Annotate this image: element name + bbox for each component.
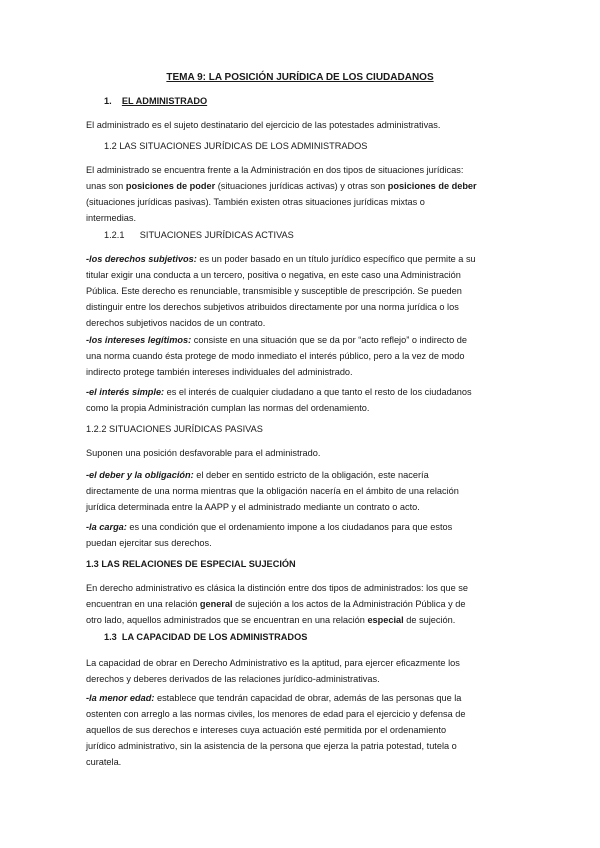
text-line: jurídico administrativo, sin la asistencia de la persona que ejerza la patria potestad, tutela o: [86, 741, 457, 751]
text-run: de sujeción a los actos de la Administración Pública y de: [232, 599, 466, 609]
bold-term: posiciones de poder: [125, 181, 216, 191]
text-run: consiste en una situación que se da por “acto reflejo” o indirecto de: [191, 335, 467, 345]
text-line: aquellos de sus derechos e intereses cuya actuación esté permitida por el ordenamiento: [86, 725, 447, 735]
paragraph-derechos-subjetivos: [86, 251, 516, 331]
italic-term: -la carga:: [86, 522, 127, 532]
paragraph-capacidad: [86, 655, 516, 687]
text-line: [86, 519, 516, 535]
page-title: TEMA 9: LA POSICIÓN JURÍDICA DE LOS CIUDADANOS: [166, 72, 434, 83]
text-line: (situaciones jurídicas pasivas). También existen otras situaciones jurídicas mixtas o: [86, 197, 425, 207]
text-line: titular exigir una conducta a un tercero, positiva o negativa, en este caso una Administración: [86, 270, 461, 280]
heading-situaciones-juridicas: 1.2 LAS SITUACIONES JURÍDICAS DE LOS ADMINISTRADOS: [104, 141, 368, 151]
bold-term: general: [199, 599, 233, 609]
text-line: [86, 467, 516, 483]
bold-term: especial: [367, 615, 404, 625]
paragraph-interes-simple: [86, 384, 516, 416]
paragraph-especial-sujecion: [86, 580, 516, 628]
text-run: es un poder basado en un título jurídico específico que permite a su: [196, 254, 476, 264]
paragraph-intereses-legitimos: [86, 332, 516, 380]
heading-number: 1.: [104, 96, 112, 106]
text-run: el deber en sentido estricto de la obligación, este nacería: [193, 470, 429, 480]
heading-text: LA CAPACIDAD DE LOS ADMINISTRADOS: [121, 632, 308, 642]
bold-term: posiciones de deber: [387, 181, 477, 191]
paragraph-pasivas: [86, 445, 516, 461]
heading-number: 1.3: [104, 632, 117, 642]
paragraph-deber-obligacion: [86, 467, 516, 515]
text-line: indirecto protege también intereses individuales del administrado.: [86, 367, 353, 377]
italic-term: -el interés simple:: [86, 387, 165, 397]
text-line: [86, 332, 516, 348]
text-line: El administrado se encuentra frente a la Administración en dos tipos de situaciones jurídicas:: [86, 165, 464, 175]
text-run: (situaciones jurídicas activas) y otras son: [215, 181, 388, 191]
paragraph-carga: [86, 519, 516, 551]
heading-text: EL ADMINISTRADO: [121, 96, 208, 106]
text-line: como la propia Administración cumplan las normas del ordenamiento.: [86, 403, 370, 413]
text-run: encuentran en una relación: [86, 599, 200, 609]
italic-term: -los derechos subjetivos:: [86, 254, 197, 264]
text-line: derechos subjetivos nacidos de un contrato.: [86, 318, 266, 328]
text-line: [86, 596, 516, 612]
paragraph-menor-edad: [86, 690, 516, 770]
text-line: Suponen una posición desfavorable para el administrado.: [86, 448, 321, 458]
text-run: es una condición que el ordenamiento impone a los ciudadanos para que estos: [126, 522, 453, 532]
heading-number: 1.2.1: [104, 230, 125, 240]
text-line: curatela.: [86, 757, 122, 767]
text-line: ostenten con arreglo a las normas civiles, los menores de edad para el ejercicio y defensa de: [86, 709, 466, 719]
italic-term: -el deber y la obligación:: [86, 470, 194, 480]
text-line: El administrado es el sujeto destinatario del ejercicio de las potestades administrativas.: [86, 120, 441, 130]
text-run: de sujeción.: [403, 615, 456, 625]
heading-capacidad: [104, 632, 307, 642]
text-line: una norma cuando ésta protege de modo inmediato el interés público, pero a la vez de modo: [86, 351, 465, 361]
text-line: [86, 612, 516, 628]
text-line: derechos y deberes derivados de las relaciones jurídico-administrativas.: [86, 674, 380, 684]
text-line: [86, 690, 516, 706]
text-run: establece que tendrán capacidad de obrar, además de las personas que la: [154, 693, 462, 703]
paragraph-administrado: [86, 117, 516, 133]
italic-term: -la menor edad:: [86, 693, 155, 703]
text-line: En derecho administrativo es clásica la distinción entre dos tipos de administrados: los que se: [86, 583, 468, 593]
heading-especial-sujecion: 1.3 LAS RELACIONES DE ESPECIAL SUJECIÓN: [86, 559, 296, 569]
text-line: intermedias.: [86, 213, 137, 223]
text-line: La capacidad de obrar en Derecho Administrativo es la aptitud, para ejercer eficazmente los: [86, 658, 460, 668]
text-run: unas son: [86, 181, 126, 191]
heading-text: SITUACIONES JURÍDICAS ACTIVAS: [139, 230, 294, 240]
text-line: jurídica determinada entre la AAPP y el administrado mediante un contrato o acto.: [86, 502, 420, 512]
heading-situaciones-pasivas: 1.2.2 SITUACIONES JURÍDICAS PASIVAS: [86, 424, 263, 434]
text-line: Pública. Este derecho es renunciable, transmisible y susceptible de prescripción. Se pueden: [86, 286, 462, 296]
text-line: [86, 178, 516, 194]
text-line: [86, 384, 516, 400]
italic-term: -los intereses legítimos:: [86, 335, 192, 345]
paragraph-situaciones: [86, 162, 516, 226]
text-line: [86, 251, 516, 267]
heading-administrado: [104, 96, 207, 106]
heading-situaciones-activas: [104, 230, 294, 240]
text-run: otro lado, aquellos administrados que se encuentran en una relación: [86, 615, 368, 625]
text-line: directamente de una norma mientras que la obligación nacería en el ámbito de una relación: [86, 486, 459, 496]
text-line: distinguir entre los derechos subjetivos atribuidos directamente por una norma jurídica o los: [86, 302, 459, 312]
text-run: es el interés de cualquier ciudadano a que tanto el resto de los ciudadanos: [164, 387, 472, 397]
text-line: puedan ejercitar sus derechos.: [86, 538, 212, 548]
